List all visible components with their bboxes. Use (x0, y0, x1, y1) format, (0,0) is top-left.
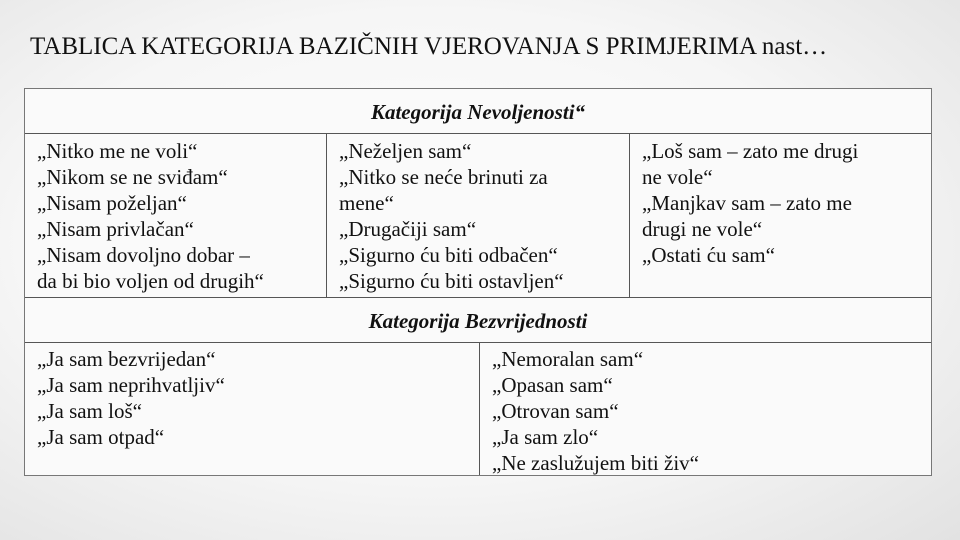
belief-line: „Sigurno ću biti ostavljen“ (339, 269, 564, 293)
belief-line: da bi bio voljen od drugih“ (37, 269, 264, 293)
belief-line: drugi ne vole“ (642, 217, 763, 241)
belief-line: „Ja sam otpad“ (37, 425, 165, 449)
belief-line: „Nisam poželjan“ (37, 191, 187, 215)
belief-line: „Nisam privlačan“ (37, 217, 194, 241)
beliefs-table (24, 88, 932, 476)
unlovability-column-3 (630, 134, 931, 297)
belief-line: „Ja sam bezvrijedan“ (37, 347, 216, 371)
worthlessness-column-2 (480, 342, 931, 475)
belief-line: „Ne zaslužujem biti živ“ (492, 451, 699, 475)
belief-line: „Nikom se ne sviđam“ (37, 165, 228, 189)
worthlessness-column-1 (25, 342, 480, 475)
belief-line: „Nitko me ne voli“ (37, 139, 198, 163)
belief-line: „Ostati ću sam“ (642, 243, 775, 267)
section-header-worthlessness: Kategorija Bezvrijednosti (25, 297, 931, 343)
belief-line: „Sigurno ću biti odbačen“ (339, 243, 558, 267)
belief-line: „Manjkav sam – zato me (642, 191, 852, 215)
belief-line: „Neželjen sam“ (339, 139, 472, 163)
belief-line: „Ja sam loš“ (37, 399, 142, 423)
belief-line: „Nisam dovoljno dobar – (37, 243, 250, 267)
belief-line: „Opasan sam“ (492, 373, 613, 397)
belief-line: „Nemoralan sam“ (492, 347, 644, 371)
belief-line: ne vole“ (642, 165, 713, 189)
unlovability-column-1 (25, 134, 327, 297)
belief-line: „Otrovan sam“ (492, 399, 619, 423)
unlovability-column-2 (327, 134, 630, 297)
belief-line: „Drugačiji sam“ (339, 217, 477, 241)
belief-line: „Ja sam zlo“ (492, 425, 599, 449)
belief-line: mene“ (339, 191, 394, 215)
belief-line: „Loš sam – zato me drugi (642, 139, 859, 163)
belief-line: „Ja sam neprihvatljiv“ (37, 373, 225, 397)
slide-title: TABLICA KATEGORIJA BAZIČNIH VJEROVANJA S PRIMJERIMA nast… (30, 33, 828, 60)
section-header-unlovability: Kategorija Nevoljenosti“ (25, 89, 931, 134)
belief-line: „Nitko se neće brinuti za (339, 165, 548, 189)
